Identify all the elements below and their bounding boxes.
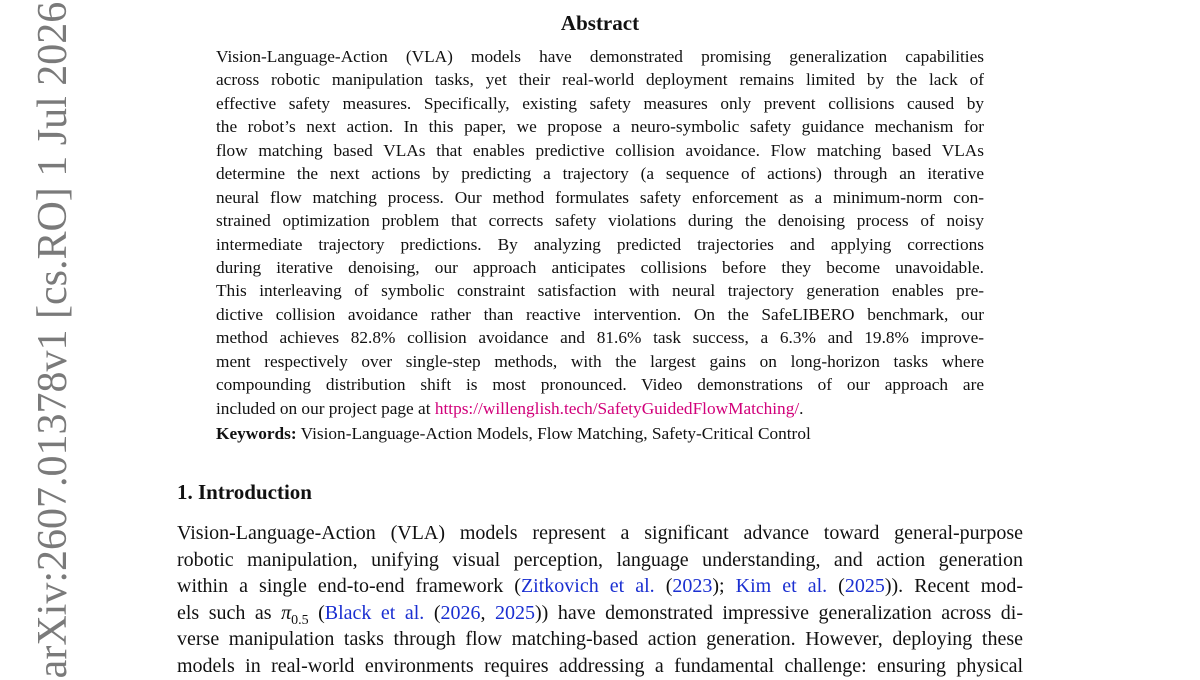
introduction-body — [177, 520, 1023, 679]
citation-year-2023[interactable]: 2023 — [672, 575, 713, 597]
pi-glyph: π — [281, 601, 292, 624]
intro-text: ( — [424, 601, 441, 624]
abstract-last-line-text: included on our project page at — [216, 398, 435, 418]
abstract-period: . — [799, 398, 804, 418]
intro-line: models in real-world environments requires addressing a fundamental challenge: ensuring physical — [177, 654, 1023, 677]
abstract-line: compounding distribution shift is most pronounced. Video demonstrations of our approach are — [216, 375, 984, 395]
abstract-last-line — [216, 397, 984, 420]
abstract-line: the robot’s next action. In this paper, we propose a neuro-symbolic safety guidance mechanism for — [216, 117, 984, 137]
intro-text: ); — [712, 575, 736, 597]
intro-line: robotic manipulation, unifying visual perception, language understanding, and action generation — [177, 548, 1023, 571]
keywords — [216, 422, 984, 445]
project-page-link[interactable]: https://willenglish.tech/SafetyGuidedFlowMatching/ — [434, 398, 800, 418]
keywords-label: Keywords: — [216, 424, 297, 443]
citation-year-2025[interactable]: 2025 — [495, 601, 535, 624]
abstract-line: neural flow matching process. Our method formulates safety enforcement as a minimum-norm con- — [216, 187, 984, 207]
intro-line: Vision-Language-Action (VLA) models represent a significant advance toward general-purpose — [177, 522, 1023, 544]
abstract-body — [216, 45, 984, 420]
intro-text: ( — [308, 601, 325, 624]
intro-text: within a single end-to-end framework ( — [177, 575, 521, 597]
keywords-text: Vision-Language-Action Models, Flow Matching, Safety-Critical Control — [296, 424, 811, 443]
section-heading-introduction: 1. Introduction — [177, 480, 312, 504]
intro-text: ( — [827, 575, 845, 597]
abstract-line: during iterative denoising, our approach anticipates collisions before they become unavoidable. — [216, 257, 984, 277]
intro-line: verse manipulation tasks through flow matching-based action generation. However, deploying these — [177, 628, 1023, 650]
abstract-line: effective safety measures. Specifically, existing safety measures only prevent collisions caused by — [216, 93, 984, 113]
citation-year-2026[interactable]: 2026 — [440, 601, 481, 624]
abstract-line: method achieves 82.8% collision avoidance and 81.6% task success, a 6.3% and 19.8% improve- — [216, 328, 984, 348]
intro-text: )). Recent mod- — [884, 575, 1023, 597]
intro-line — [177, 573, 1023, 600]
abstract-line: ment respectively over single-step methods, with the largest gains on long-horizon tasks where — [216, 351, 984, 371]
abstract-line: determine the next actions by predicting a trajectory (a sequence of actions) through an iterative — [216, 164, 984, 184]
abstract-line: intermediate trajectory predictions. By analyzing predicted trajectories and applying corrections — [216, 234, 984, 254]
abstract-line: Vision-Language-Action (VLA) models have demonstrated promising generalization capabilities — [216, 47, 984, 66]
abstract-line: flow matching based VLAs that enables predictive collision avoidance. Flow matching based VLAs — [216, 140, 984, 160]
pi-symbol — [281, 601, 309, 628]
intro-text: )) have demonstrated impressive generalization across di- — [535, 601, 1023, 624]
citation-year-2025[interactable]: 2025 — [844, 575, 885, 597]
abstract-line: across robotic manipulation tasks, yet their real-world deployment remains limited by the lack of — [216, 70, 984, 90]
intro-line — [177, 600, 1023, 627]
abstract-line: This interleaving of symbolic constraint satisfaction with neural trajectory generation enables pre- — [216, 281, 984, 301]
intro-text: ( — [654, 575, 673, 597]
intro-text: , — [480, 601, 495, 624]
abstract-line: dictive collision avoidance rather than reactive intervention. On the SafeLIBERO benchmark, our — [216, 304, 984, 324]
citation-black[interactable]: Black et al. — [324, 601, 425, 624]
pi-subscript: 0.5 — [291, 612, 309, 628]
abstract-line: strained optimization problem that corrects safety violations during the denoising process of noisy — [216, 211, 984, 231]
intro-text: els such as — [177, 601, 282, 624]
abstract-heading: Abstract — [560, 11, 640, 35]
arxiv-identifier-text: arXiv:2607.01378v1 [cs.RO] 1 Jul 2026 — [30, 1, 76, 679]
citation-zitkovich[interactable]: Zitkovich et al. — [520, 575, 655, 597]
citation-kim[interactable]: Kim et al. — [735, 575, 828, 597]
